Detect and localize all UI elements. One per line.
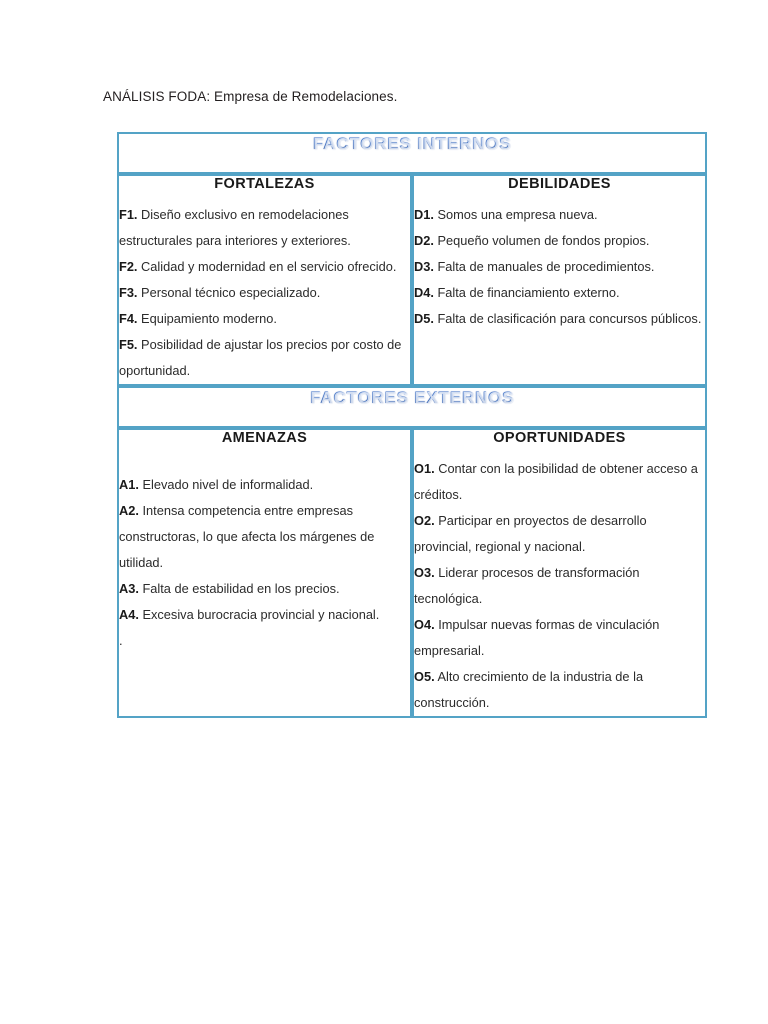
threats-cell (117, 428, 412, 718)
item-text: Liderar procesos de transformación tecnológica. (414, 565, 640, 606)
internal-quadrants-row (117, 174, 707, 386)
item-text: Excesiva burocracia provincial y nacional. (138, 607, 380, 622)
external-quadrants-row (117, 428, 707, 718)
item-tag: F1. (119, 207, 138, 222)
weaknesses-heading: DEBILIDADES (508, 176, 611, 192)
item-text: Impulsar nuevas formas de vinculación empresarial. (414, 617, 660, 658)
item-tag: D2. (414, 233, 434, 248)
strengths-list (119, 202, 410, 384)
item-text: Intensa competencia entre empresas constructoras, lo que afecta los márgenes de utilidad. (119, 503, 375, 570)
item-text: Alto crecimiento de la industria de la construcción. (414, 669, 644, 710)
weaknesses-cell (412, 174, 707, 386)
item-tag: D4. (414, 285, 434, 300)
list-item (119, 498, 410, 576)
list-item (414, 306, 705, 332)
item-text: Falta de estabilidad en los precios. (138, 581, 340, 596)
item-text: Elevado nivel de informalidad. (138, 477, 314, 492)
list-item (414, 456, 705, 508)
external-banner-label: FACTORES EXTERNOS (309, 388, 515, 407)
list-item (414, 560, 705, 612)
list-item (119, 306, 410, 332)
item-tag: F2. (119, 259, 138, 274)
list-item (414, 612, 705, 664)
threats-spacer (119, 456, 410, 472)
threats-trailing-mark: . (119, 633, 123, 648)
item-tag: O1. (414, 461, 435, 476)
item-text: Somos una empresa nueva. (433, 207, 598, 222)
list-item (414, 280, 705, 306)
opportunities-cell (412, 428, 707, 718)
list-item (119, 280, 410, 306)
list-item (119, 254, 410, 280)
list-item (414, 664, 705, 716)
item-text: Personal técnico especializado. (137, 285, 321, 300)
list-item (414, 508, 705, 560)
list-item (119, 332, 410, 384)
item-text: Pequeño volumen de fondos propios. (433, 233, 650, 248)
item-tag: F5. (119, 337, 138, 352)
threats-list (119, 472, 410, 628)
item-tag: A1. (119, 477, 139, 492)
item-text: Falta de financiamiento externo. (433, 285, 620, 300)
item-text: Contar con la posibilidad de obtener acceso a créditos. (414, 461, 698, 502)
list-item (414, 254, 705, 280)
item-text: Posibilidad de ajustar los precios por costo de oportunidad. (119, 337, 402, 378)
external-banner-row (117, 386, 707, 428)
item-tag: F3. (119, 285, 138, 300)
item-tag: D3. (414, 259, 434, 274)
opportunities-list (414, 456, 705, 716)
threats-heading: AMENAZAS (221, 430, 308, 446)
item-text: Equipamiento moderno. (137, 311, 277, 326)
strengths-cell (117, 174, 412, 386)
item-tag: O2. (414, 513, 435, 528)
item-tag: D1. (414, 207, 434, 222)
list-item (119, 472, 410, 498)
swot-matrix-table (117, 132, 707, 718)
item-tag: O5. (414, 669, 435, 684)
item-tag: D5. (414, 311, 434, 326)
item-tag: A3. (119, 581, 139, 596)
list-item (414, 202, 705, 228)
internal-banner-label: FACTORES INTERNOS (312, 134, 512, 153)
item-tag: A4. (119, 607, 139, 622)
strengths-heading: FORTALEZAS (214, 176, 315, 192)
opportunities-heading: OPORTUNIDADES (493, 430, 626, 446)
list-item (414, 228, 705, 254)
item-text: Falta de manuales de procedimientos. (433, 259, 655, 274)
item-text: Diseño exclusivo en remodelaciones estructurales para interiores y exteriores. (119, 207, 351, 248)
item-tag: F4. (119, 311, 138, 326)
item-text: Calidad y modernidad en el servicio ofrecido. (137, 259, 397, 274)
item-tag: O4. (414, 617, 435, 632)
internal-banner-cell (117, 132, 707, 174)
item-text: Participar en proyectos de desarrollo provincial, regional y nacional. (414, 513, 647, 554)
list-item (119, 602, 410, 628)
item-text: Falta de clasificación para concursos públicos. (433, 311, 702, 326)
list-item (119, 576, 410, 602)
page-title: ANÁLISIS FODA: Empresa de Remodelaciones. (103, 89, 398, 104)
weaknesses-list (414, 202, 705, 332)
external-banner-cell (117, 386, 707, 428)
item-tag: A2. (119, 503, 139, 518)
item-tag: O3. (414, 565, 435, 580)
internal-banner-row (117, 132, 707, 174)
list-item (119, 202, 410, 254)
